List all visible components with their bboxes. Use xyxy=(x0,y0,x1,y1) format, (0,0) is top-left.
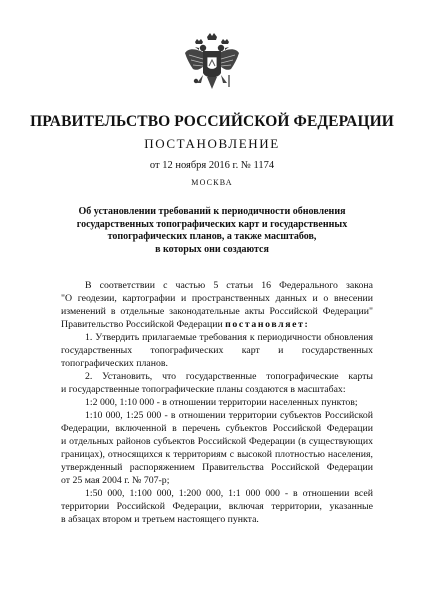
decree-title-line: государственных топографических карт и государственных xyxy=(76,218,348,230)
body-line: 1. Утвердить прилагаемые требования к периодичности обновления xyxy=(85,332,373,343)
body-line: утвержденный распоряжением Правительства Российской Федерации xyxy=(61,462,373,473)
body-text: Правительство Российской Федерации xyxy=(61,319,226,330)
body-line: "О геодезии, картографии и пространственных данных и о внесении xyxy=(61,293,373,304)
body-line: Федерации, включенной в перечень субъектов Российской Федерации xyxy=(61,423,373,434)
body-line: и государственные топографические планы создаются в масштабах: xyxy=(61,384,346,395)
decree-title-line: Об установлении требований к периодичности обновления xyxy=(78,206,346,217)
body-line: границах), относящихся к территориям с высокой плотностью населения, xyxy=(61,449,373,460)
decree-keyword: постановляет: xyxy=(225,319,310,330)
decree-title-line: топографических планов, а также масштабов, xyxy=(107,231,317,242)
document-type: ПОСТАНОВЛЕНИЕ xyxy=(144,136,280,151)
body-line: изменений в отдельные законодательные акты Российской Федерации" xyxy=(61,306,373,317)
decree-title-line: в которых они создаются xyxy=(155,243,269,255)
body-line: и отдельных районов субъектов Российской Федерации (в существующих xyxy=(61,436,373,447)
body-line: В соответствии с частью 5 статьи 16 Федерального закона xyxy=(85,280,373,291)
body-line xyxy=(61,318,373,331)
body-line: 1:10 000, 1:25 000 - в отношении территории субъектов Российской xyxy=(85,410,373,421)
body-line: от 25 мая 2004 г. № 707-р; xyxy=(61,475,170,486)
body-line: 2. Установить, что государственные топографические карты xyxy=(85,371,373,382)
city: МОСКВА xyxy=(191,178,233,187)
body-line: территории Российской Федерации, включая территории, указанные xyxy=(61,501,373,512)
russian-coat-of-arms-icon xyxy=(183,33,241,93)
body-line: 1:2 000, 1:10 000 - в отношении территории населенных пунктов; xyxy=(85,397,358,408)
issuer-heading: ПРАВИТЕЛЬСТВО РОССИЙСКОЙ ФЕДЕРАЦИИ xyxy=(30,113,394,130)
body-line: государственных топографических карт и государственных xyxy=(61,345,373,356)
body-line: в абзацах втором и третьем настоящего пункта. xyxy=(61,514,259,525)
date-and-number: от 12 ноября 2016 г. № 1174 xyxy=(149,160,275,171)
body-line: 1:50 000, 1:100 000, 1:200 000, 1:1 000 000 - в отношении всей xyxy=(85,488,373,499)
body-line: топографических планов. xyxy=(61,358,168,369)
